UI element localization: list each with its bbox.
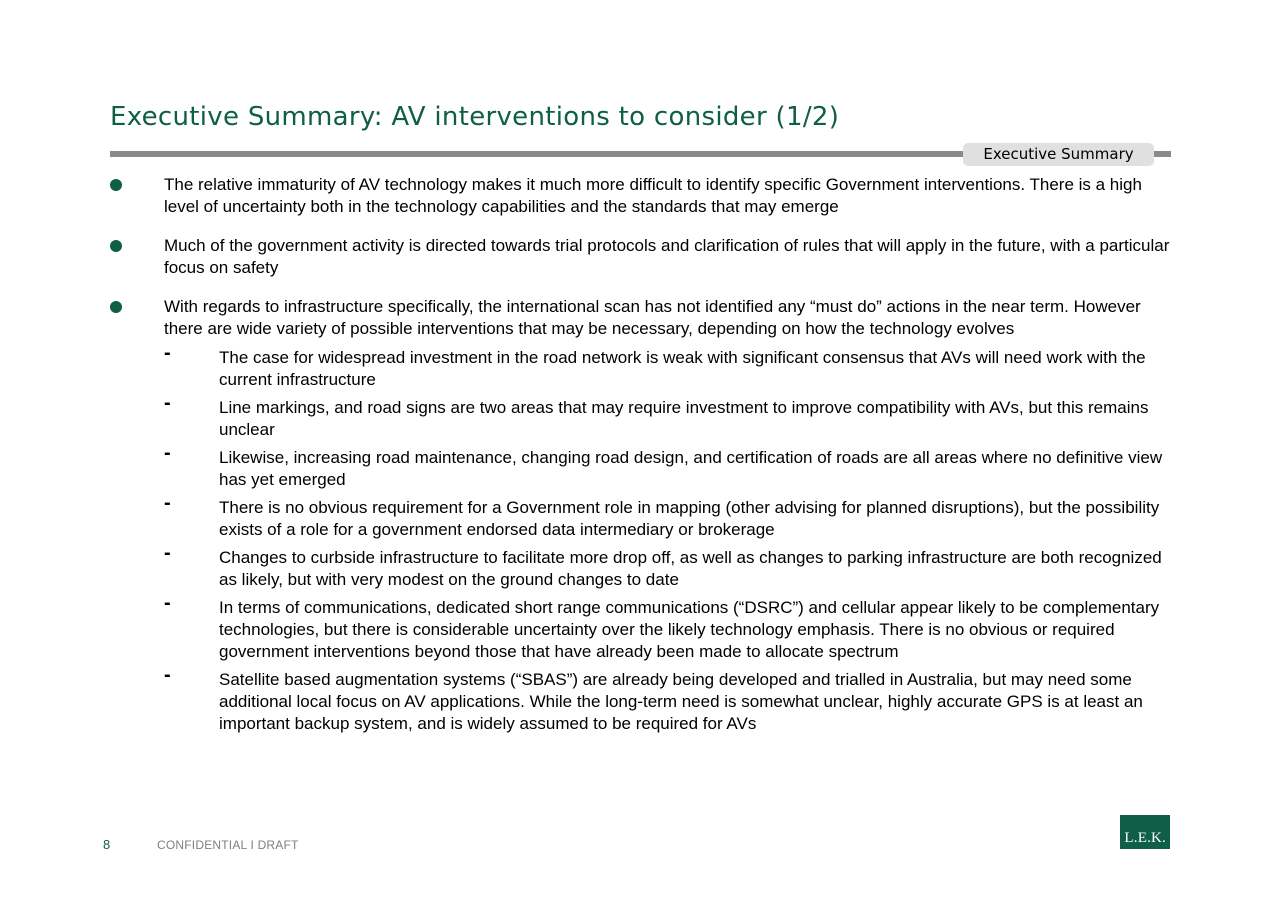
dash-icon: - [164, 664, 171, 686]
bullet-list [110, 174, 1172, 735]
sub-bullet-item [164, 592, 1172, 663]
logo-text: L.E.K. [1124, 830, 1166, 846]
company-logo [1120, 815, 1170, 849]
slide-title: Executive Summary: AV interventions to consider (1/2) [110, 102, 840, 132]
confidential-label: CONFIDENTIAL I DRAFT [157, 838, 299, 852]
bullet-item [110, 296, 1172, 735]
sub-bullet-item [164, 542, 1172, 591]
sub-bullet-text: Satellite based augmentation systems (“SBAS”) are already being developed and trialled in Australia, but may need some additional local focus on AV applications. While the long-term need is somewhat unclear, highly accurate GPS is at least an important backup system, and is widely assumed to be required for AVs [219, 670, 1143, 733]
dash-icon: - [164, 442, 171, 464]
bullet-item [110, 235, 1172, 279]
sub-bullet-item [164, 442, 1172, 491]
dash-icon: - [164, 342, 171, 364]
dash-icon: - [164, 542, 171, 564]
bullet-item [110, 174, 1172, 218]
sub-bullet-item [164, 392, 1172, 441]
bullet-text: With regards to infrastructure specifically, the international scan has not identified any “must do” actions in the near term. However there are wide variety of possible interventions that may be necessary, depending on how the technology evolves [164, 297, 1141, 338]
section-tag: Executive Summary [963, 143, 1154, 166]
dash-icon: - [164, 492, 171, 514]
sub-bullet-item [164, 664, 1172, 735]
sub-bullet-text: Changes to curbside infrastructure to facilitate more drop off, as well as changes to parking infrastructure are both recognized as likely, but with very modest on the ground changes to date [219, 548, 1162, 589]
sub-bullet-item [164, 492, 1172, 541]
dash-icon: - [164, 592, 171, 614]
sub-bullet-text: Line markings, and road signs are two areas that may require investment to improve compatibility with AVs, but this remains unclear [219, 398, 1149, 439]
sub-bullet-text: The case for widespread investment in the road network is weak with significant consensus that AVs will need work with the current infrastructure [219, 348, 1146, 389]
bullet-text: The relative immaturity of AV technology makes it much more difficult to identify specific Government interventions. There is a high level of uncertainty both in the technology capabilities and the standards that may emerge [164, 175, 1142, 216]
sub-bullet-text: In terms of communications, dedicated short range communications (“DSRC”) and cellular appear likely to be complementary technologies, but there is considerable uncertainty over the likely technology emphasis. There is no obvious or required government interventions beyond those that have already been made to allocate spectrum [219, 598, 1160, 661]
sub-bullet-item [164, 342, 1172, 391]
page-number: 8 [103, 837, 111, 852]
bullet-dot-icon [110, 301, 122, 313]
sub-bullet-text: Likewise, increasing road maintenance, changing road design, and certification of roads are all areas where no definitive view has yet emerged [219, 448, 1163, 489]
dash-icon: - [164, 392, 171, 414]
bullet-dot-icon [110, 240, 122, 252]
bullet-text: Much of the government activity is directed towards trial protocols and clarification of rules that will apply in the future, with a particular focus on safety [164, 236, 1170, 277]
bullet-dot-icon [110, 179, 122, 191]
sub-bullet-list [164, 342, 1172, 735]
sub-bullet-text: There is no obvious requirement for a Government role in mapping (other advising for planned disruptions), but the possibility exists of a role for a government endorsed data intermediary or brokerage [219, 498, 1160, 539]
